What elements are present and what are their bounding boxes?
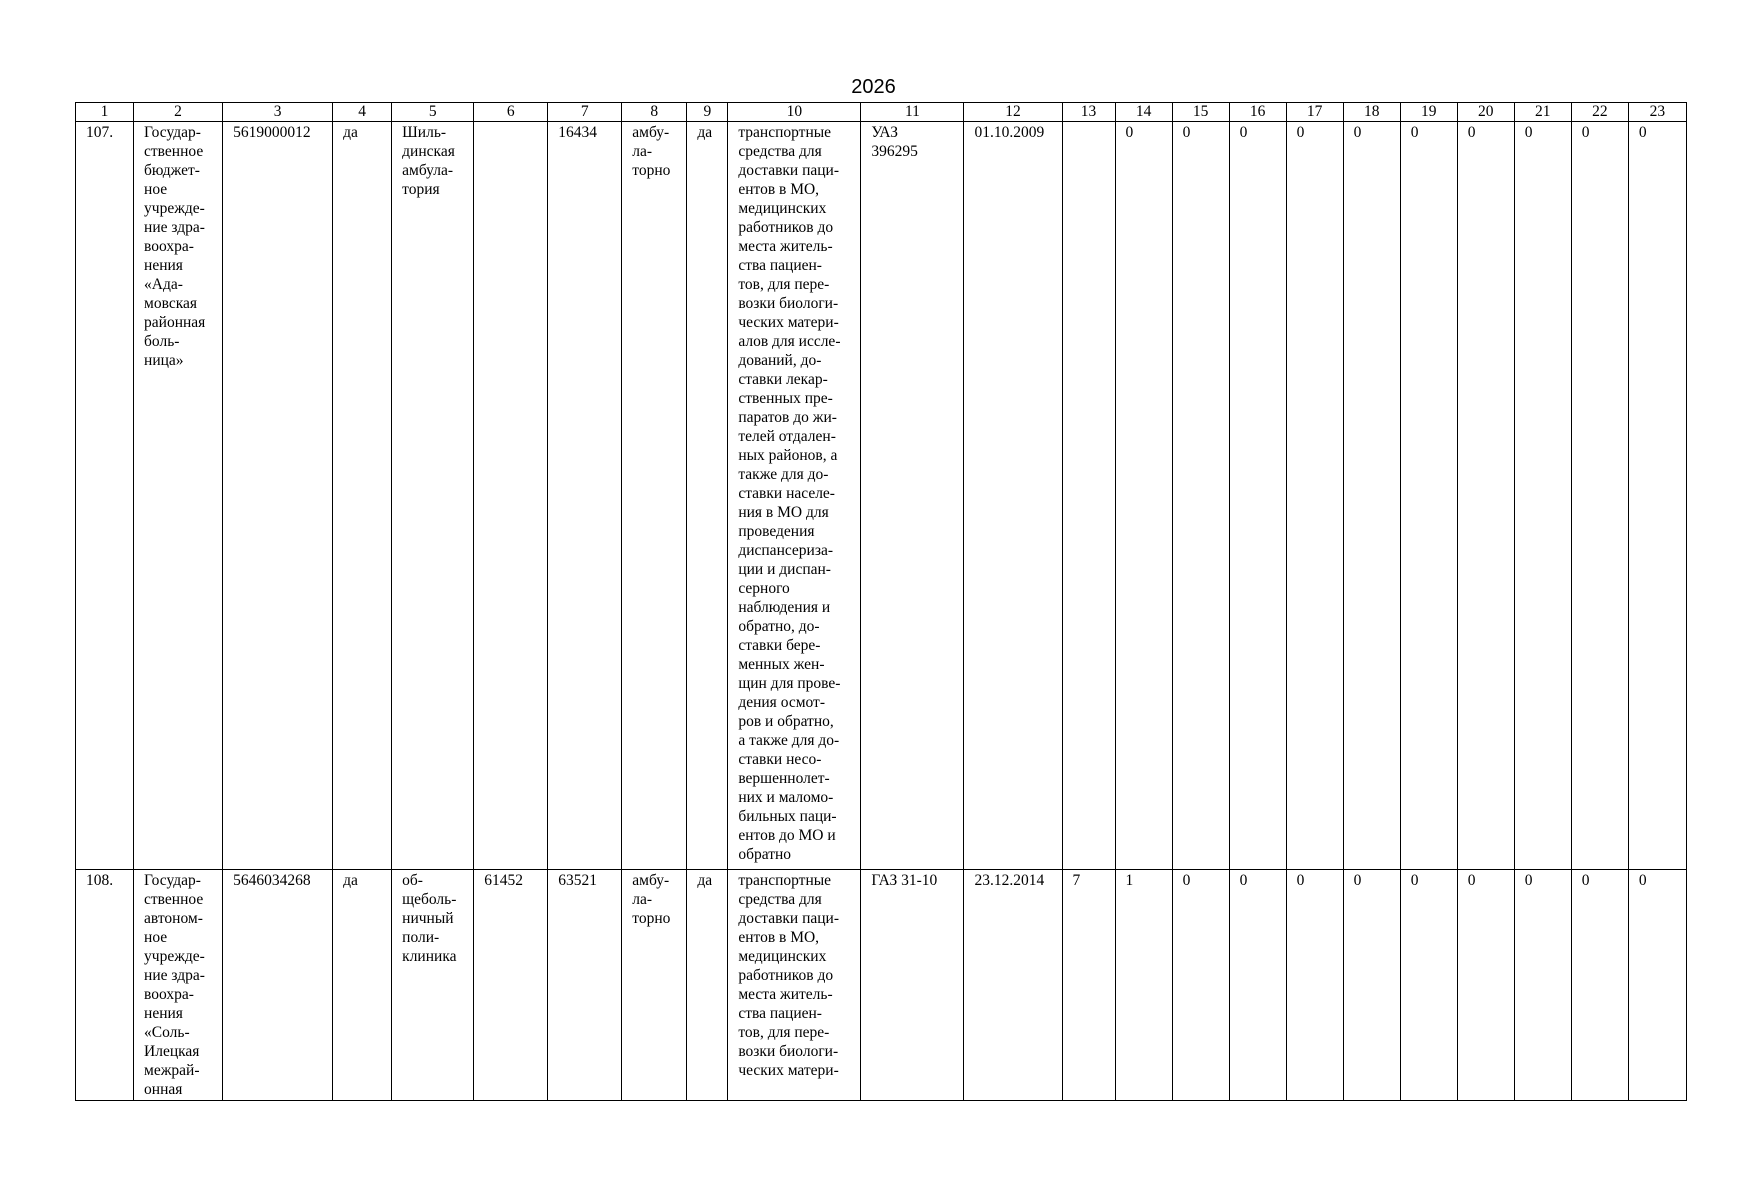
cell-text: 5619000012 xyxy=(233,124,311,141)
value-cell xyxy=(548,122,622,870)
column-number: 7 xyxy=(548,103,622,122)
value-cell xyxy=(548,870,622,1101)
value-cell xyxy=(1628,870,1686,1101)
cell-text: 16434 xyxy=(558,124,597,141)
value-cell xyxy=(1229,870,1286,1101)
column-number: 18 xyxy=(1343,103,1400,122)
column-number: 1 xyxy=(76,103,134,122)
flag-cell xyxy=(687,870,728,1101)
date-cell xyxy=(964,122,1062,870)
value-cell xyxy=(1628,122,1686,870)
column-number: 9 xyxy=(687,103,728,122)
value-cell xyxy=(1062,870,1115,1101)
value-cell xyxy=(1286,122,1343,870)
column-number-row xyxy=(76,103,1687,122)
inn-cell xyxy=(223,122,333,870)
vehicle-model-cell xyxy=(861,870,964,1101)
value-cell xyxy=(1343,870,1400,1101)
cell-text: 0 xyxy=(1182,872,1191,889)
cell-text: 0 xyxy=(1467,124,1476,141)
cell-text: 0 xyxy=(1638,124,1647,141)
cell-text: 107. xyxy=(86,124,114,141)
cell-text: 63521 xyxy=(558,872,597,889)
column-number: 13 xyxy=(1062,103,1115,122)
column-number: 19 xyxy=(1400,103,1457,122)
value-cell xyxy=(1514,122,1571,870)
column-number: 10 xyxy=(728,103,861,122)
cell-text: Государ- ственное автоном- ное учрежде- ние здра- воохра- нения «Соль- Илецкая межрай- онная xyxy=(144,872,205,1098)
cell-text: 0 xyxy=(1239,872,1248,889)
cell-text: 0 xyxy=(1410,124,1419,141)
cell-text: 0 xyxy=(1296,124,1305,141)
value-cell xyxy=(1062,122,1115,870)
column-number: 15 xyxy=(1172,103,1229,122)
cell-text: 0 xyxy=(1581,872,1590,889)
column-number: 2 xyxy=(134,103,223,122)
value-cell xyxy=(1172,870,1229,1101)
cell-text: Шиль- динская амбула- тория xyxy=(402,124,455,198)
row-number-cell xyxy=(76,870,134,1101)
value-cell xyxy=(1286,870,1343,1101)
column-number: 17 xyxy=(1286,103,1343,122)
value-cell xyxy=(1571,122,1628,870)
cell-text: 0 xyxy=(1239,124,1248,141)
table-row xyxy=(76,870,1687,1101)
cell-text: УАЗ 396295 xyxy=(871,124,918,160)
cell-text: амбу- ла- торно xyxy=(632,124,671,179)
cell-text: да xyxy=(343,124,358,141)
value-cell xyxy=(1229,122,1286,870)
value-cell xyxy=(1343,122,1400,870)
value-cell xyxy=(1457,870,1514,1101)
value-cell xyxy=(1400,122,1457,870)
column-number: 20 xyxy=(1457,103,1514,122)
cell-text: 0 xyxy=(1353,872,1362,889)
value-cell xyxy=(474,870,548,1101)
care-type-cell xyxy=(622,870,687,1101)
value-cell xyxy=(1400,870,1457,1101)
value-cell xyxy=(1115,870,1172,1101)
cell-text: 23.12.2014 xyxy=(974,872,1045,889)
value-cell xyxy=(1514,870,1571,1101)
cell-text: 0 xyxy=(1296,872,1305,889)
cell-text: 0 xyxy=(1524,124,1533,141)
cell-text: 0 xyxy=(1410,872,1419,889)
column-number: 5 xyxy=(392,103,474,122)
value-cell xyxy=(1172,122,1229,870)
cell-text: амбу- ла- торно xyxy=(632,872,671,927)
cell-text: 1 xyxy=(1125,872,1134,889)
value-cell xyxy=(474,122,548,870)
row-number-cell xyxy=(76,122,134,870)
vehicle-model-cell xyxy=(861,122,964,870)
organization-cell xyxy=(134,122,223,870)
cell-text: 108. xyxy=(86,872,114,889)
column-number: 6 xyxy=(474,103,548,122)
cell-text: да xyxy=(343,872,358,889)
column-number: 14 xyxy=(1115,103,1172,122)
column-number: 22 xyxy=(1571,103,1628,122)
flag-cell xyxy=(687,122,728,870)
table-row xyxy=(76,122,1687,870)
cell-text: 0 xyxy=(1182,124,1191,141)
cell-text: 0 xyxy=(1125,124,1134,141)
care-type-cell xyxy=(622,122,687,870)
cell-text: 0 xyxy=(1581,124,1590,141)
date-cell xyxy=(964,870,1062,1101)
column-number: 12 xyxy=(964,103,1062,122)
cell-text: Государ- ственное бюджет- ное учрежде- ние здра- воохра- нения «Ада- мовская районная боль- ница» xyxy=(144,124,206,369)
cell-text: 61452 xyxy=(484,872,523,889)
column-number: 21 xyxy=(1514,103,1571,122)
cell-text: 5646034268 xyxy=(233,872,311,889)
cell-text: да xyxy=(697,124,713,141)
cell-text: 0 xyxy=(1638,872,1647,889)
page-number: 2026 xyxy=(851,76,896,98)
column-number: 3 xyxy=(223,103,333,122)
purpose-cell xyxy=(728,870,861,1101)
column-number: 23 xyxy=(1628,103,1686,122)
cell-text: транспортные средства для доставки паци- ентов в МО, медицинских работников до места житель- ства пациен- тов, для пере- возки биологи- ческих матери- xyxy=(738,872,840,1079)
cell-text: да xyxy=(697,872,713,889)
value-cell xyxy=(1571,870,1628,1101)
subdivision-cell xyxy=(392,122,474,870)
cell-text: 01.10.2009 xyxy=(974,124,1045,141)
cell-text: 0 xyxy=(1467,872,1476,889)
vehicle-table xyxy=(75,102,1687,1101)
column-number: 11 xyxy=(861,103,964,122)
cell-text: об- щеболь- ничный поли- клиника xyxy=(402,872,457,965)
cell-text: ГАЗ 31-10 xyxy=(871,872,938,889)
cell-text: транспортные средства для доставки паци- ентов в МО, медицинских работников до места житель- ства пациен- тов, для пере- возки биологи- ческих матери- алов для иссле- дований, до- ставки лекар- ственных пре- паратов до жи- телей отдален- ных районов, а также для до- ставки населе- ния в МО для проведения диспансериза- ции и диспан- серного наблюдения и обратно, до- ставки бере- менных жен- щин для прове- дения осмот- ров и обратно, а также для до- ставки несо- вершеннолет- них и маломо- бильных паци- ентов до МО и обратно xyxy=(738,124,841,863)
purpose-cell xyxy=(728,122,861,870)
cell-text: 0 xyxy=(1353,124,1362,141)
flag-cell xyxy=(333,122,392,870)
organization-cell xyxy=(134,870,223,1101)
value-cell xyxy=(1115,122,1172,870)
cell-text: 0 xyxy=(1524,872,1533,889)
value-cell xyxy=(1457,122,1514,870)
column-number: 16 xyxy=(1229,103,1286,122)
inn-cell xyxy=(223,870,333,1101)
column-number: 8 xyxy=(622,103,687,122)
flag-cell xyxy=(333,870,392,1101)
subdivision-cell xyxy=(392,870,474,1101)
cell-text: 7 xyxy=(1072,872,1081,889)
column-number: 4 xyxy=(333,103,392,122)
